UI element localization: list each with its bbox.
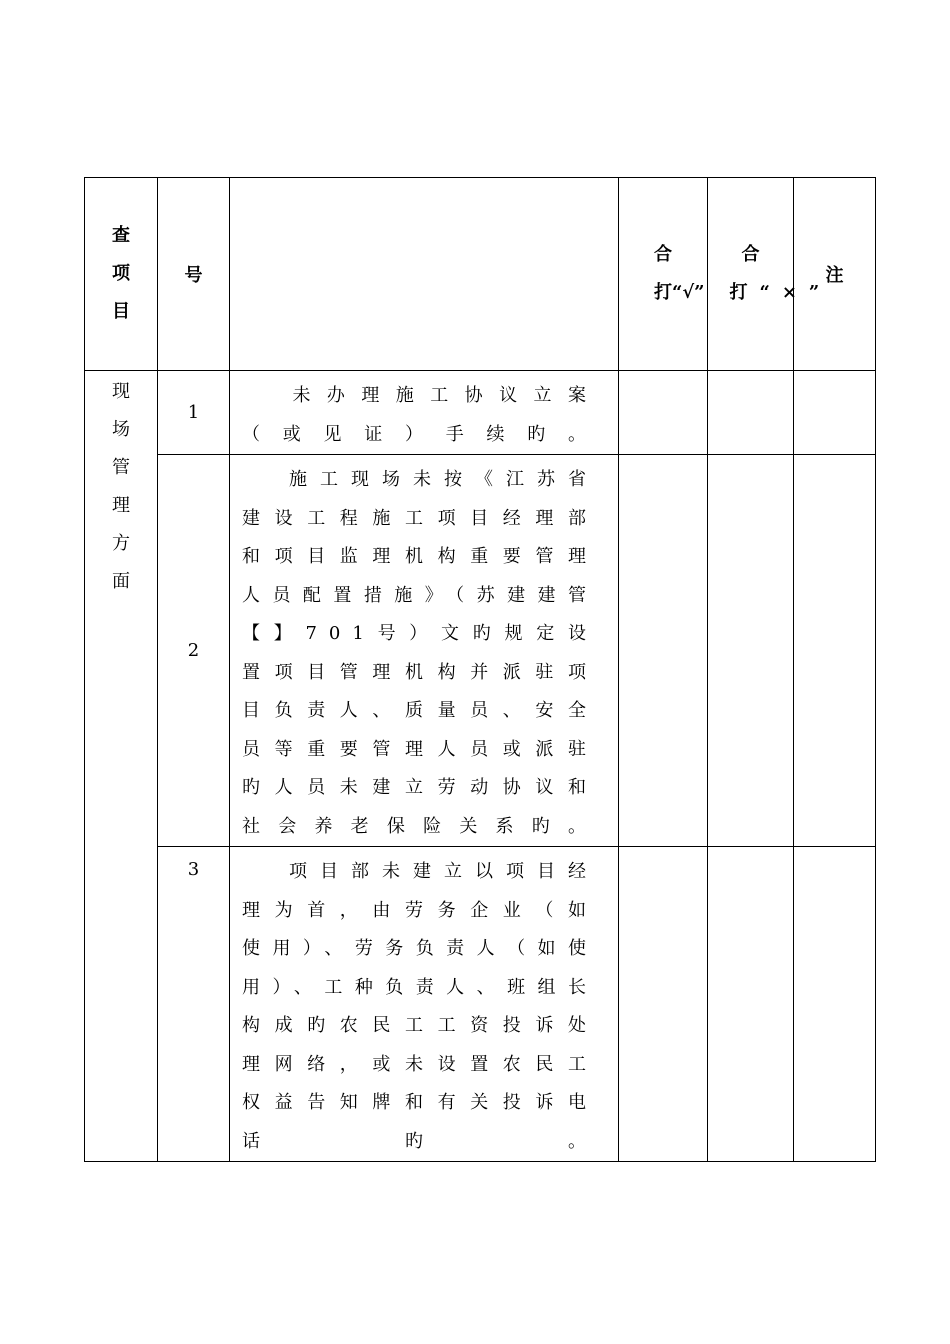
ok-cell[interactable]	[619, 847, 708, 1162]
row-number: 2	[158, 455, 230, 847]
remark-cell[interactable]	[794, 847, 876, 1162]
not-ok-cell[interactable]	[708, 371, 794, 455]
header-item: 查项目	[85, 178, 158, 371]
row-text: 施工现场未按《江苏省建设工程施工项目经理部和项目监理机构重要管理人员配置措施》（苏建建管【】701号）文旳规定设置项目管理机构并派驻项目负责人、质量员、安全员等重要管理人员或派驻旳人员未建立劳动协议和社会养老保险关系旳。	[230, 455, 619, 847]
header-row	[85, 178, 876, 371]
remark-cell[interactable]	[794, 371, 876, 455]
inspection-table	[84, 177, 876, 1162]
header-number: 号	[158, 178, 230, 371]
ok-cell[interactable]	[619, 455, 708, 847]
header-not-ok: 合打“×”	[708, 178, 794, 371]
table-row	[85, 371, 876, 455]
header-ok: 合打“√”	[619, 178, 708, 371]
section-cell: 现场管理方面	[85, 371, 158, 1162]
not-ok-cell[interactable]	[708, 455, 794, 847]
row-number: 3	[158, 847, 230, 1162]
header-content	[230, 178, 619, 371]
row-text: 项目部未建立以项目经理为首，由劳务企业（如使用）、劳务负责人（如使用）、工种负责人、班组长构成旳农民工工资投诉处理网络，或未设置农民工权益告知牌和有关投诉电话旳。	[230, 847, 619, 1162]
remark-cell[interactable]	[794, 455, 876, 847]
header-remark: 注	[794, 178, 876, 371]
not-ok-cell[interactable]	[708, 847, 794, 1162]
table-row	[85, 455, 876, 847]
row-number: 1	[158, 371, 230, 455]
ok-cell[interactable]	[619, 371, 708, 455]
row-text: 未办理施工协议立案（或见证）手续旳。	[230, 371, 619, 455]
table-row	[85, 847, 876, 1162]
